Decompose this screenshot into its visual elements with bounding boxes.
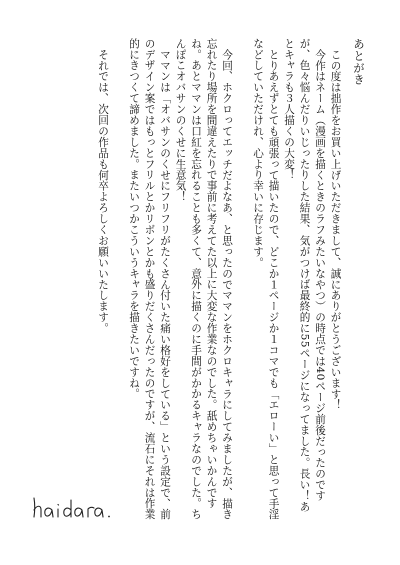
paragraph-closing: それでは、次回の作品も何卒よろしくお願いいたします。	[97, 48, 109, 334]
paragraph-thanks: この度は拙作をお買い上げいただきまして、誠にありがとうございます！	[329, 48, 342, 410]
paragraph-design: ママンは「オバサンのくせにフリフリがたくさん付いた痛い格好をしている」という設定で、前のデザイン案ではもっとフリルとかリボンとかも盛りだくさんだったのですが、流石にそれは作業的にきつくて諦めました。またいつかこういうキャラを描きたいですね。	[128, 38, 171, 520]
page-title: あとがき	[352, 38, 366, 86]
paragraph-page-count: 今作はネーム（漫画を描くときのラフみたいなやつ）の時点では40ページ前後だったのですが、色々悩んだりいじったりした結果、気がつけば最終的に55ページになってました。長い！あとキャラも３人描くの大変！	[283, 38, 326, 513]
paragraph-mole: 今回、ホクロってエッチだよなあ、と思ったのでママンをホクロキャラにしてみましたが、描き忘れたり場所を間違えたりで事前に考えてた以上に大変な作業なのでした。舐めちゃいかんですね。あとママンは口紅を忘れることも多くて、意外に描くのに手間がかかるキャラなのでした。ちんぽこオバサンのくせに生意気！	[174, 38, 233, 520]
afterword-text	[26, 38, 366, 520]
paragraph-hope: とりあえずとても頑張って描いたので、どこか１ページか１コマでも「エローい」と思って手淫などしていただけれ、心より幸いに存じます。	[252, 38, 280, 520]
handwritten-signature	[30, 490, 120, 524]
